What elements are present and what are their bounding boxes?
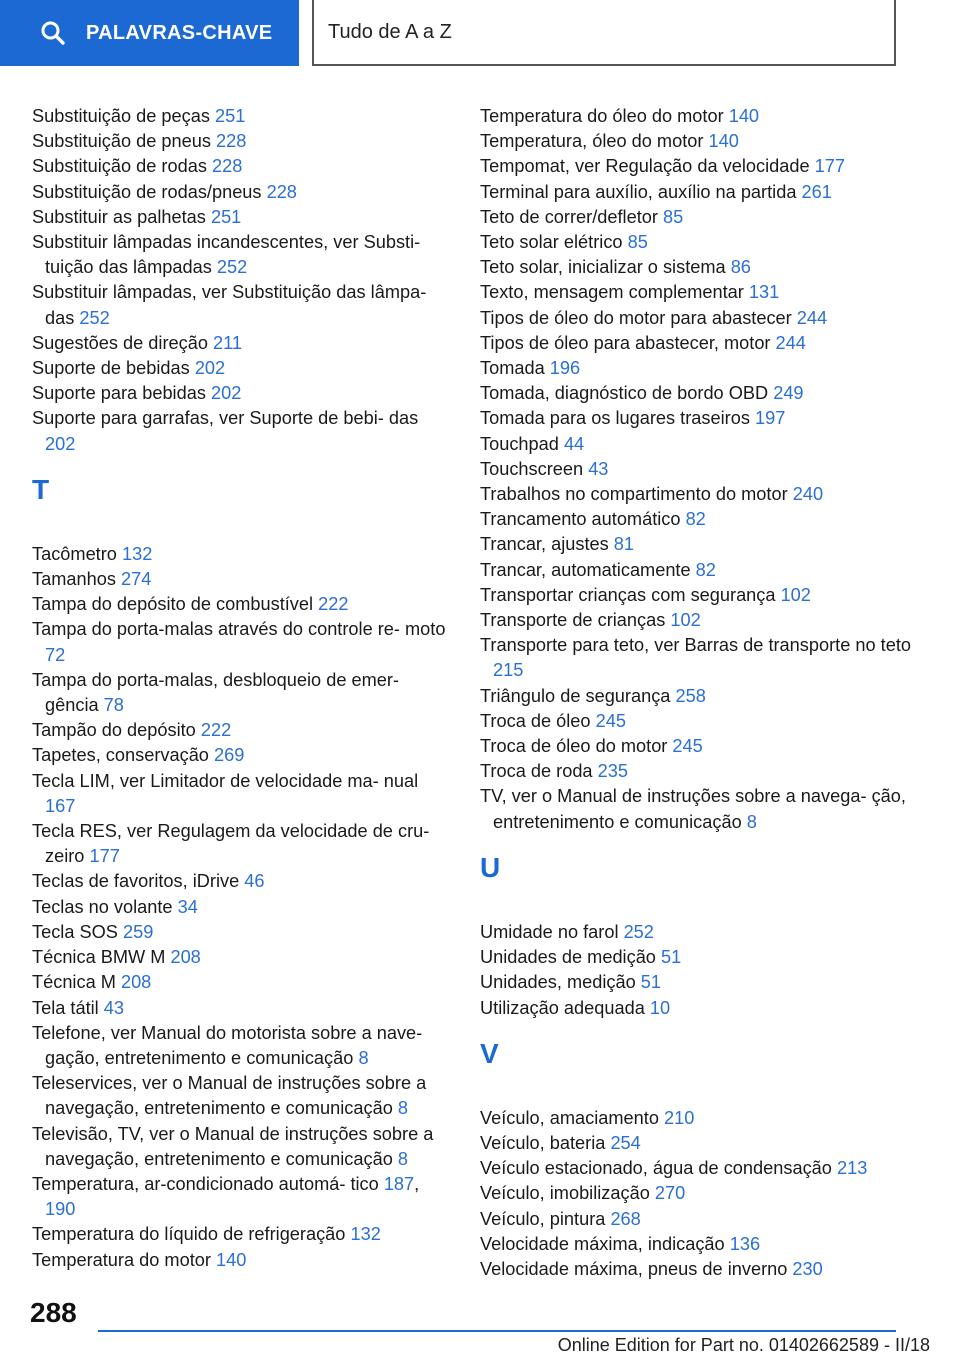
index-entry bbox=[480, 255, 920, 280]
index-entry-text: Velocidade máxima, indicação bbox=[480, 1233, 730, 1254]
page-link[interactable]: 258 bbox=[675, 685, 706, 706]
index-entry-text: Teleservices, ver o Manual de instruções sobre a navegação, entretenimento e comunicação bbox=[32, 1073, 427, 1119]
index-entry-text: Triângulo de segurança bbox=[480, 685, 676, 706]
index-entry bbox=[480, 784, 920, 834]
page-number: 288 bbox=[30, 1297, 77, 1328]
index-entry-text: Tampão do depósito bbox=[32, 720, 201, 741]
page-link[interactable]: 8 bbox=[397, 1098, 408, 1119]
index-entry-text: Telefone, ver Manual do motorista sobre a nave- gação, entretenimento e comunicação bbox=[32, 1022, 423, 1068]
page-link[interactable]: 228 bbox=[211, 156, 243, 177]
index-entry bbox=[32, 331, 452, 356]
page-link[interactable]: 202 bbox=[194, 358, 226, 379]
index-entry bbox=[480, 970, 920, 995]
page-link[interactable]: 132 bbox=[121, 543, 153, 564]
index-entry-text: Teto solar elétrico bbox=[480, 232, 628, 253]
index-entry bbox=[32, 356, 452, 381]
index-entry-text: Troca de óleo do motor bbox=[480, 736, 673, 757]
page-link[interactable]: 82 bbox=[685, 509, 706, 530]
letter-spacer bbox=[480, 895, 920, 920]
letter-spacer bbox=[480, 1081, 920, 1106]
index-entry-text: Tapetes, conservação bbox=[32, 745, 214, 766]
index-entry-text: Teclas no volante bbox=[32, 896, 178, 917]
index-entry-text: Troca de óleo bbox=[480, 710, 596, 731]
index-entry bbox=[480, 1106, 920, 1131]
index-entry bbox=[480, 684, 920, 709]
index-column-left bbox=[32, 104, 452, 1273]
page-link[interactable]: 140 bbox=[728, 106, 760, 126]
page-link[interactable]: 215 bbox=[493, 660, 524, 681]
page-link[interactable]: 230 bbox=[792, 1258, 823, 1279]
page-link[interactable]: 177 bbox=[89, 846, 120, 867]
page-link[interactable]: 210 bbox=[664, 1107, 695, 1128]
index-entry-text: Trancar, ajustes bbox=[480, 534, 614, 555]
index-entry bbox=[480, 709, 920, 734]
page-link[interactable]: 240 bbox=[792, 484, 824, 505]
index-entry bbox=[480, 280, 920, 305]
index-entry bbox=[32, 1222, 452, 1247]
page-link[interactable]: 251 bbox=[210, 206, 242, 227]
index-letter-heading: V bbox=[480, 1037, 499, 1069]
index-entry-text: Veículo, amaciamento bbox=[480, 1107, 664, 1128]
page-link[interactable]: 222 bbox=[318, 594, 349, 615]
index-entry bbox=[32, 996, 452, 1021]
page-link[interactable]: 197 bbox=[754, 408, 786, 429]
index-entry bbox=[32, 819, 452, 869]
index-entry-text: Terminal para auxílio, auxílio na partida bbox=[480, 181, 802, 202]
index-entry-text: Tempomat, ver Regulação da velocidade bbox=[480, 156, 815, 177]
page-link[interactable]: 213 bbox=[836, 1158, 868, 1179]
index-entry-text: Tamanhos bbox=[32, 569, 121, 590]
index-entry bbox=[480, 205, 920, 230]
page-link[interactable]: 274 bbox=[120, 569, 152, 590]
index-entry bbox=[32, 205, 452, 230]
page-link[interactable]: 43 bbox=[588, 458, 609, 479]
index-entry-text: Teclas de favoritos, iDrive bbox=[32, 871, 245, 892]
keywords-label: PALAVRAS-CHAVE bbox=[86, 21, 273, 44]
index-entry-text: Substituição de peças bbox=[32, 106, 216, 126]
index-entry bbox=[480, 432, 920, 457]
page-link[interactable]: 167 bbox=[45, 795, 76, 816]
page-link[interactable]: 72 bbox=[45, 644, 66, 665]
index-entry-text: Tampa do porta-malas através do controle re- moto bbox=[32, 619, 446, 640]
index-entry-text: Veículo estacionado, água de condensação bbox=[480, 1158, 837, 1179]
index-entry-text: Transporte para teto, ver Barras de transporte no teto bbox=[480, 635, 912, 656]
index-entry bbox=[32, 1122, 452, 1172]
index-entry-text: Tomada para os lugares traseiros bbox=[480, 408, 755, 429]
page-link[interactable]: 8 bbox=[358, 1047, 369, 1068]
page-link[interactable]: 235 bbox=[597, 761, 628, 782]
page-link[interactable]: 136 bbox=[729, 1233, 761, 1254]
page-link[interactable]: 34 bbox=[177, 896, 198, 917]
page-link[interactable]: 251 bbox=[215, 106, 246, 126]
index-entry bbox=[32, 718, 452, 743]
page-link[interactable]: 85 bbox=[662, 206, 684, 227]
page-link[interactable]: 261 bbox=[801, 181, 832, 202]
index-entry-text: Substituir lâmpadas incandescentes, ver Substi- tuição das lâmpadas bbox=[32, 232, 421, 278]
page-link[interactable]: 51 bbox=[640, 972, 661, 993]
index-entry-text: Teto solar, inicializar o sistema bbox=[480, 257, 731, 278]
search-icon bbox=[40, 20, 66, 46]
index-entry bbox=[32, 230, 452, 280]
page-link[interactable]: 86 bbox=[730, 257, 751, 278]
index-entry bbox=[480, 759, 920, 784]
page-link[interactable]: 208 bbox=[170, 947, 201, 968]
page-link[interactable]: 81 bbox=[613, 534, 635, 555]
index-entry bbox=[480, 1156, 920, 1181]
index-entry bbox=[32, 945, 452, 970]
index-entry bbox=[32, 1071, 452, 1121]
page-link[interactable]: 228 bbox=[216, 131, 247, 152]
index-entry-text: Substituição de pneus bbox=[32, 131, 217, 152]
page-link[interactable]: 102 bbox=[670, 610, 701, 631]
index-entry-text: Transportar crianças com segurança bbox=[480, 584, 781, 605]
index-entry bbox=[32, 129, 452, 154]
index-entry bbox=[32, 920, 452, 945]
index-entry-text: Tecla RES, ver Regulagem da velocidade de cru- zeiro bbox=[32, 821, 430, 867]
header-bar bbox=[0, 0, 960, 66]
page-link[interactable]: 228 bbox=[266, 181, 297, 202]
index-entry-text: Texto, mensagem complementar bbox=[480, 282, 749, 303]
index-entry bbox=[32, 869, 452, 894]
index-entry-text: Utilização adequada bbox=[480, 997, 650, 1018]
index-entry-text: Trancamento automático bbox=[480, 509, 686, 530]
index-entry-text: Tomada, diagnóstico de bordo OBD bbox=[480, 383, 774, 404]
index-entry-text: Suporte de bebidas bbox=[32, 358, 195, 379]
index-entry bbox=[480, 920, 920, 945]
page-link[interactable]: 254 bbox=[610, 1132, 641, 1153]
index-entry bbox=[480, 945, 920, 970]
index-entry-text: TV, ver o Manual de instruções sobre a navega- ção, entretenimento e comunicação bbox=[480, 786, 906, 832]
page-link[interactable]: 10 bbox=[649, 997, 671, 1018]
index-entry bbox=[480, 129, 920, 154]
index-entry-text: Temperatura, ar-condicionado automá- tico bbox=[32, 1173, 384, 1194]
footer-divider bbox=[98, 1330, 896, 1332]
index-entry-text: Sugestões de direção bbox=[32, 332, 213, 353]
page-link[interactable]: 177 bbox=[814, 156, 845, 177]
index-entry-text: Veículo, pintura bbox=[480, 1208, 611, 1229]
index-entry bbox=[480, 482, 920, 507]
page-link[interactable]: 8 bbox=[746, 811, 757, 832]
page-link[interactable]: 46 bbox=[244, 871, 265, 892]
index-entry bbox=[480, 180, 920, 205]
index-entry bbox=[32, 280, 452, 330]
page-link[interactable]: 85 bbox=[627, 232, 648, 253]
index-entry-text: Tecla LIM, ver Limitador de velocidade ma- nual bbox=[32, 770, 419, 791]
keywords-button[interactable] bbox=[0, 0, 299, 66]
page-link[interactable]: 270 bbox=[654, 1183, 686, 1204]
index-entry-text: Suporte para bebidas bbox=[32, 383, 211, 404]
index-entry-text: Trabalhos no compartimento do motor bbox=[480, 484, 793, 505]
index-entry bbox=[32, 567, 452, 592]
page-link[interactable]: 196 bbox=[549, 358, 581, 379]
index-entry bbox=[32, 970, 452, 995]
page-link[interactable]: 208 bbox=[120, 972, 152, 993]
page-link[interactable]: 102 bbox=[780, 584, 811, 605]
index-entry-text: Temperatura do motor bbox=[32, 1249, 216, 1270]
index-entry bbox=[480, 230, 920, 255]
page-link[interactable]: 8 bbox=[397, 1148, 408, 1169]
index-entry bbox=[480, 104, 920, 129]
page-link[interactable]: 187 bbox=[383, 1173, 415, 1194]
page-link[interactable]: 140 bbox=[708, 131, 739, 152]
index-entry bbox=[480, 633, 920, 683]
index-entry-text: Umidade no farol bbox=[480, 921, 624, 942]
page-link[interactable]: 245 bbox=[595, 710, 626, 731]
index-entry-text: Temperatura do líquido de refrigeração bbox=[32, 1224, 351, 1245]
a-to-z-label: Tudo de A a Z bbox=[328, 20, 452, 43]
page-link[interactable]: 202 bbox=[210, 383, 242, 404]
index-entry bbox=[32, 617, 452, 667]
page-link[interactable]: 82 bbox=[695, 559, 716, 580]
index-entry bbox=[480, 583, 920, 608]
index-entry bbox=[32, 381, 452, 406]
index-entry bbox=[32, 592, 452, 617]
index-entry bbox=[32, 769, 452, 819]
index-entry bbox=[480, 608, 920, 633]
index-entry bbox=[32, 1248, 452, 1273]
page-link[interactable]: 190 bbox=[45, 1199, 76, 1220]
page-link[interactable]: 269 bbox=[213, 745, 245, 766]
index-entry-text: Tomada bbox=[480, 358, 550, 379]
index-entry-text: Velocidade máxima, pneus de inverno bbox=[480, 1258, 793, 1279]
index-entry-text: Suporte para garrafas, ver Suporte de bebi- das bbox=[32, 408, 419, 429]
index-entry bbox=[32, 668, 452, 718]
index-entry-text: Tampa do porta-malas, desbloqueio de emer- gência bbox=[32, 669, 399, 716]
index-entry-text: Substituição de rodas bbox=[32, 156, 212, 177]
index-entry bbox=[480, 558, 920, 583]
page-link[interactable]: 202 bbox=[45, 433, 76, 454]
index-entry-text: Unidades, medição bbox=[480, 972, 641, 993]
index-entry bbox=[32, 406, 452, 456]
index-column-right bbox=[480, 104, 920, 1282]
index-letter-heading: T bbox=[32, 473, 50, 505]
index-entry bbox=[32, 895, 452, 920]
index-entry bbox=[480, 507, 920, 532]
index-entry-text: Temperatura, óleo do motor bbox=[480, 131, 709, 152]
index-entry-text: Tipos de óleo para abastecer, motor bbox=[480, 332, 776, 353]
index-entry bbox=[480, 1232, 920, 1257]
letter-spacer bbox=[32, 517, 452, 542]
index-entry-text: Substituição de rodas/pneus bbox=[32, 181, 267, 202]
page-link[interactable]: 131 bbox=[748, 282, 780, 303]
index-entry bbox=[480, 1207, 920, 1232]
index-entry bbox=[480, 734, 920, 759]
index-entry bbox=[480, 457, 920, 482]
index-entry-text: Touchpad bbox=[480, 433, 564, 454]
index-entry-text: Técnica BMW M bbox=[32, 947, 171, 968]
index-entry-text: Tipos de óleo do motor para abastecer bbox=[480, 307, 797, 328]
index-entry-text: Tecla SOS bbox=[32, 921, 123, 942]
page-link[interactable]: 211 bbox=[213, 332, 242, 353]
index-entry bbox=[480, 331, 920, 356]
page-link[interactable]: 78 bbox=[103, 695, 124, 716]
page-link[interactable]: 132 bbox=[350, 1224, 381, 1245]
index-entry bbox=[480, 381, 920, 406]
index-entry-text: Substituir lâmpadas, ver Substituição das lâmpa- das bbox=[32, 282, 427, 328]
page-link[interactable]: 244 bbox=[796, 307, 828, 328]
index-entry-text: Trancar, automaticamente bbox=[480, 559, 696, 580]
index-entry-text: Televisão, TV, ver o Manual de instruções sobre a navegação, entretenimento e comunicação bbox=[32, 1123, 434, 1169]
edition-footer: Online Edition for Part no. 01402662589 - II/18 bbox=[557, 1335, 930, 1355]
index-entry-text: Transporte de crianças bbox=[480, 610, 671, 631]
a-to-z-tab[interactable] bbox=[312, 0, 896, 66]
index-entry bbox=[32, 743, 452, 768]
index-entry: Temperatura, ar-condicionado automá- tico 187, 190 bbox=[32, 1173, 420, 1220]
index-entry bbox=[480, 406, 920, 431]
index-entry-text: Veículo, imobilização bbox=[480, 1183, 655, 1204]
index-entry-text: Tela tátil bbox=[32, 997, 104, 1018]
page-link[interactable]: 268 bbox=[610, 1208, 641, 1229]
index-entry bbox=[32, 104, 452, 129]
page-link[interactable]: 259 bbox=[122, 921, 154, 942]
index-entry-text: Substituir as palhetas bbox=[32, 206, 211, 227]
index-entry-text: Temperatura do óleo do motor bbox=[480, 106, 729, 126]
index-entry-text: Técnica M bbox=[32, 972, 121, 993]
index-entry-text: Tacômetro bbox=[32, 543, 122, 564]
index-entry bbox=[480, 154, 920, 179]
index-entry bbox=[480, 1181, 920, 1206]
page-link[interactable]: 252 bbox=[216, 257, 248, 278]
page-link[interactable]: 252 bbox=[623, 921, 654, 942]
index-entry bbox=[32, 154, 452, 179]
index-entry bbox=[32, 542, 452, 567]
page-link[interactable]: 43 bbox=[103, 997, 125, 1018]
page-link[interactable]: 244 bbox=[775, 332, 806, 353]
page-link[interactable]: 51 bbox=[660, 947, 682, 968]
index-entry-text: Tampa do depósito de combustível bbox=[32, 594, 319, 615]
index-entry bbox=[480, 1131, 920, 1156]
index-entry-text: Touchscreen bbox=[480, 458, 589, 479]
page-link[interactable]: 245 bbox=[672, 736, 703, 757]
index-entry bbox=[32, 1021, 452, 1071]
index-entry bbox=[480, 532, 920, 557]
index-entry bbox=[480, 306, 920, 331]
page-link[interactable]: 222 bbox=[200, 720, 232, 741]
index-entry-text: Veículo, bateria bbox=[480, 1132, 611, 1153]
index-entry-text: Unidades de medição bbox=[480, 947, 661, 968]
index-entry bbox=[480, 1257, 920, 1282]
index-entry-text: Teto de correr/defletor bbox=[480, 206, 663, 227]
index-entry-text: Troca de roda bbox=[480, 761, 598, 782]
index-entry bbox=[480, 356, 920, 381]
index-letter-heading: U bbox=[480, 851, 501, 883]
page-link[interactable]: 140 bbox=[215, 1249, 247, 1270]
page-link[interactable]: 252 bbox=[79, 307, 110, 328]
index-entry bbox=[32, 180, 452, 205]
page-link[interactable]: 249 bbox=[773, 383, 804, 404]
page-link[interactable]: 44 bbox=[563, 433, 585, 454]
index-entry bbox=[480, 996, 920, 1021]
